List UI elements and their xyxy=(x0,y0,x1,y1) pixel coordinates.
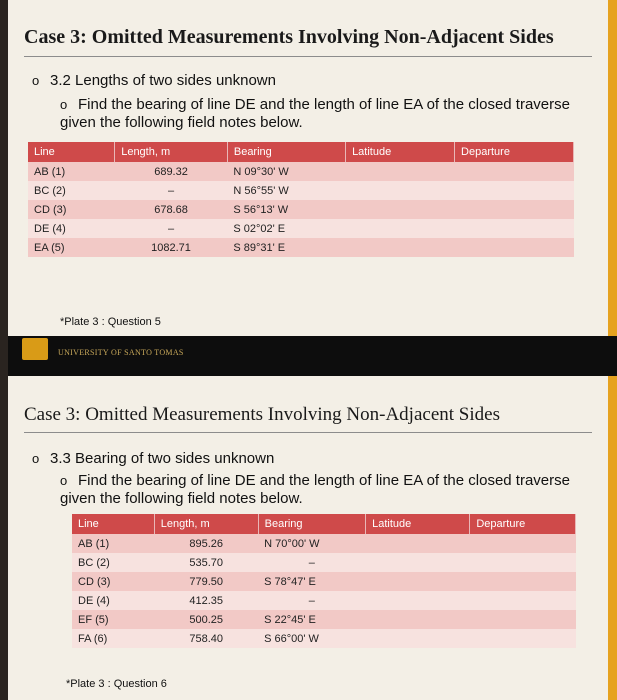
bullet-item xyxy=(32,72,276,89)
cell-length: 779.50 xyxy=(154,572,258,591)
cell-departure xyxy=(470,534,576,553)
cell-departure xyxy=(470,591,576,610)
university-name: UNIVERSITY OF SANTO TOMAS xyxy=(58,348,184,357)
column-header: Departure xyxy=(455,142,574,162)
cell-length: 1082.71 xyxy=(115,238,228,257)
plate-label: *Plate 3 : Question 6 xyxy=(66,678,167,690)
cell-line: BC (2) xyxy=(72,553,154,572)
cell-departure xyxy=(455,238,574,257)
cell-line: EF (5) xyxy=(72,610,154,629)
cell-departure xyxy=(470,553,576,572)
cell-bearing: S 66°00' W xyxy=(258,629,365,648)
column-header: Length, m xyxy=(115,142,228,162)
bullet-item xyxy=(32,450,274,467)
cell-line: CD (3) xyxy=(28,200,115,219)
cell-latitude xyxy=(366,629,470,648)
cell-line: DE (4) xyxy=(28,219,115,238)
bullet-marker-icon: o xyxy=(60,473,68,488)
table-row xyxy=(28,200,574,219)
table-row xyxy=(72,591,576,610)
title-rule xyxy=(24,432,592,433)
bullet-text: 3.2 Lengths of two sides unknown xyxy=(50,72,276,89)
table-row xyxy=(72,534,576,553)
slide-2 xyxy=(8,376,617,700)
cell-length: 758.40 xyxy=(154,629,258,648)
table-row xyxy=(72,553,576,572)
field-notes-table xyxy=(28,142,574,257)
cell-length: 678.68 xyxy=(115,200,228,219)
column-header: Bearing xyxy=(258,514,365,534)
table-row xyxy=(72,629,576,648)
cell-length: 535.70 xyxy=(154,553,258,572)
cell-length: 500.25 xyxy=(154,610,258,629)
cell-bearing: N 09°30' W xyxy=(227,162,345,181)
cell-length: 895.26 xyxy=(154,534,258,553)
column-header: Length, m xyxy=(154,514,258,534)
cell-bearing: S 89°31' E xyxy=(227,238,345,257)
bullet-marker-icon: o xyxy=(32,451,40,466)
bullet-marker-icon: o xyxy=(32,73,40,88)
cell-line: AB (1) xyxy=(72,534,154,553)
bullet-marker-icon: o xyxy=(60,97,68,112)
cell-departure xyxy=(470,629,576,648)
sub-bullet-item xyxy=(60,472,580,508)
plate-label: *Plate 3 : Question 5 xyxy=(60,316,161,328)
column-header: Line xyxy=(28,142,115,162)
cell-bearing: S 78°47' E xyxy=(258,572,365,591)
cell-latitude xyxy=(346,219,455,238)
cell-bearing: N 70°00' W xyxy=(258,534,365,553)
table-header-row xyxy=(72,514,576,534)
cell-bearing: S 22°45' E xyxy=(258,610,365,629)
table-row xyxy=(72,572,576,591)
slide-title: Case 3: Omitted Measurements Involving Non-Adjacent Sides xyxy=(24,404,500,425)
cell-departure xyxy=(470,610,576,629)
cell-bearing: – xyxy=(258,591,365,610)
cell-bearing: N 56°55' W xyxy=(227,181,345,200)
cell-latitude xyxy=(346,200,455,219)
cell-latitude xyxy=(366,553,470,572)
university-logo-icon xyxy=(22,338,48,360)
column-header: Departure xyxy=(470,514,576,534)
cell-line: FA (6) xyxy=(72,629,154,648)
cell-line: AB (1) xyxy=(28,162,115,181)
table-row xyxy=(28,162,574,181)
slide-title: Case 3: Omitted Measurements Involving Non-Adjacent Sides xyxy=(24,26,554,48)
cell-length: 689.32 xyxy=(115,162,228,181)
column-header: Line xyxy=(72,514,154,534)
cell-length: – xyxy=(115,219,228,238)
cell-departure xyxy=(455,162,574,181)
table-header-row xyxy=(28,142,574,162)
table-row xyxy=(28,238,574,257)
table-row xyxy=(28,219,574,238)
cell-latitude xyxy=(366,591,470,610)
cell-latitude xyxy=(366,572,470,591)
column-header: Latitude xyxy=(366,514,470,534)
cell-length: – xyxy=(115,181,228,200)
cell-latitude xyxy=(366,610,470,629)
title-rule xyxy=(24,56,592,57)
field-notes-table xyxy=(72,514,576,648)
cell-latitude xyxy=(366,534,470,553)
cell-departure xyxy=(470,572,576,591)
cell-latitude xyxy=(346,238,455,257)
cell-departure xyxy=(455,219,574,238)
table-row xyxy=(72,610,576,629)
sub-bullet-text: Find the bearing of line DE and the length of line EA of the closed traverse given the following field notes below. xyxy=(60,472,570,507)
cell-line: BC (2) xyxy=(28,181,115,200)
cell-bearing: S 02°02' E xyxy=(227,219,345,238)
sub-bullet-item xyxy=(60,96,580,132)
table-row xyxy=(28,181,574,200)
cell-line: CD (3) xyxy=(72,572,154,591)
bullet-text: 3.3 Bearing of two sides unknown xyxy=(50,450,275,467)
column-header: Bearing xyxy=(227,142,345,162)
cell-bearing: S 56°13' W xyxy=(227,200,345,219)
cell-latitude xyxy=(346,181,455,200)
slide-1 xyxy=(8,0,617,336)
cell-latitude xyxy=(346,162,455,181)
cell-line: DE (4) xyxy=(72,591,154,610)
sub-bullet-text: Find the bearing of line DE and the length of line EA of the closed traverse given the following field notes below. xyxy=(60,96,570,131)
cell-departure xyxy=(455,181,574,200)
column-header: Latitude xyxy=(346,142,455,162)
cell-departure xyxy=(455,200,574,219)
cell-line: EA (5) xyxy=(28,238,115,257)
cell-length: 412.35 xyxy=(154,591,258,610)
cell-bearing: – xyxy=(258,553,365,572)
